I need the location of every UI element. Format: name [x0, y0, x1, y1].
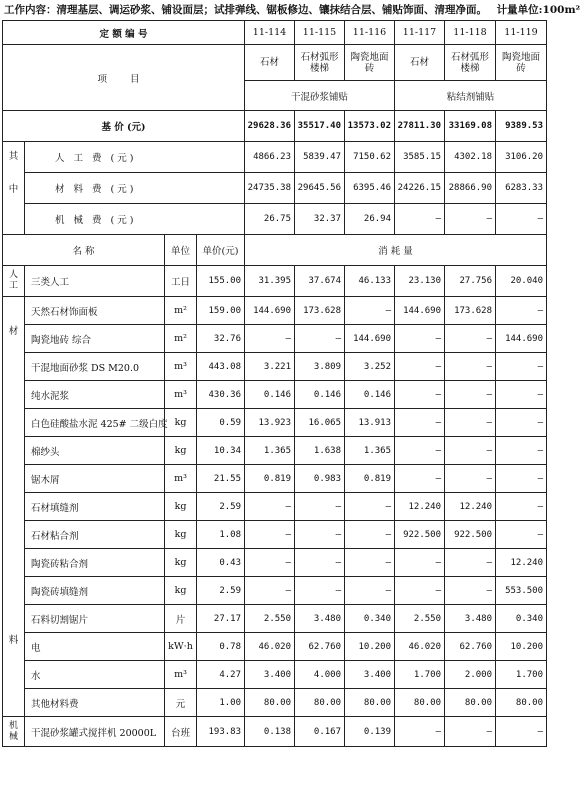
column-consumption-header: 消 耗 量: [245, 235, 547, 266]
materials-value-cell: 1.365: [345, 437, 395, 465]
machinery-value-cell: 0.138: [245, 717, 295, 747]
breakdown-value-cell: —: [496, 204, 547, 235]
materials-value-cell: —: [395, 353, 445, 381]
materials-value-cell: 3.400: [345, 661, 395, 689]
breakdown-name: 材 料 费 (元): [25, 173, 245, 204]
materials-row: [3, 325, 547, 353]
materials-value-cell: 173.628: [445, 297, 496, 325]
materials-price: 27.17: [197, 605, 245, 633]
materials-value-cell: —: [445, 381, 496, 409]
materials-value-cell: —: [395, 409, 445, 437]
materials-value-cell: 80.00: [496, 689, 547, 717]
materials-unit: m²: [165, 325, 197, 353]
item-name-cell: 石材: [245, 45, 295, 81]
item-name-cell: 石材弧形楼梯: [445, 45, 496, 81]
materials-value-cell: —: [496, 493, 547, 521]
materials-value-cell: 3.480: [295, 605, 345, 633]
materials-name: 石材填缝剂: [25, 493, 165, 521]
materials-unit: m²: [165, 297, 197, 325]
materials-category-bottom: 料: [8, 635, 19, 646]
materials-unit: kg: [165, 409, 197, 437]
materials-value-cell: 46.020: [245, 633, 295, 661]
machinery-value-cell: —: [496, 717, 547, 747]
column-price-header: 单价(元): [197, 235, 245, 266]
materials-name: 锯木屑: [25, 465, 165, 493]
materials-name: 干混地面砂浆 DS M20.0: [25, 353, 165, 381]
materials-value-cell: 80.00: [445, 689, 496, 717]
materials-value-cell: 2.550: [395, 605, 445, 633]
materials-value-cell: —: [445, 549, 496, 577]
breakdown-value-cell: 28866.90: [445, 173, 496, 204]
code-cell: 11-115: [295, 21, 345, 45]
materials-unit: kg: [165, 493, 197, 521]
base-price-cell: 13573.02: [345, 111, 395, 142]
labor-unit: 工日: [165, 266, 197, 297]
materials-price: 0.59: [197, 409, 245, 437]
item-group-cell: 粘结剂铺贴: [395, 81, 547, 111]
item-name-cell: 石材: [395, 45, 445, 81]
materials-value-cell: 12.240: [445, 493, 496, 521]
breakdown-value-cell: 4302.18: [445, 142, 496, 173]
materials-value-cell: 10.200: [345, 633, 395, 661]
materials-value-cell: —: [496, 465, 547, 493]
materials-value-cell: 13.923: [245, 409, 295, 437]
breakdown-value-cell: 7150.62: [345, 142, 395, 173]
labor-value-cell: 23.130: [395, 266, 445, 297]
materials-value-cell: —: [245, 493, 295, 521]
materials-value-cell: —: [445, 409, 496, 437]
materials-value-cell: 80.00: [395, 689, 445, 717]
materials-value-cell: 1.700: [496, 661, 547, 689]
item-name-row: [3, 45, 547, 81]
materials-price: 2.59: [197, 577, 245, 605]
materials-value-cell: —: [295, 521, 345, 549]
materials-row: [3, 689, 547, 717]
code-label: 定 额 编 号: [3, 21, 245, 45]
materials-value-cell: 0.146: [295, 381, 345, 409]
materials-value-cell: 144.690: [395, 297, 445, 325]
materials-value-cell: 3.252: [345, 353, 395, 381]
item-label: 项 目: [3, 45, 245, 111]
breakdown-value-cell: 29645.56: [295, 173, 345, 204]
materials-value-cell: 80.00: [245, 689, 295, 717]
materials-value-cell: 0.819: [345, 465, 395, 493]
machinery-unit: 台班: [165, 717, 197, 747]
labor-name: 三类人工: [25, 266, 165, 297]
materials-value-cell: —: [445, 325, 496, 353]
quota-table-body: [3, 21, 547, 747]
materials-row: [3, 465, 547, 493]
breakdown-name: 机 械 费 (元): [25, 204, 245, 235]
item-name-cell: 陶瓷地面砖: [496, 45, 547, 81]
materials-value-cell: —: [345, 549, 395, 577]
materials-value-cell: 4.000: [295, 661, 345, 689]
base-price-cell: 33169.08: [445, 111, 496, 142]
materials-value-cell: 922.500: [445, 521, 496, 549]
materials-row: [3, 605, 547, 633]
breakdown-row: [3, 173, 547, 204]
materials-row: [3, 549, 547, 577]
labor-price: 155.00: [197, 266, 245, 297]
materials-value-cell: —: [395, 577, 445, 605]
code-cell: 11-114: [245, 21, 295, 45]
breakdown-group-top: 其: [8, 151, 19, 162]
materials-value-cell: 12.240: [395, 493, 445, 521]
materials-value-cell: 46.020: [395, 633, 445, 661]
materials-price: 443.08: [197, 353, 245, 381]
materials-value-cell: 0.340: [496, 605, 547, 633]
materials-value-cell: 1.638: [295, 437, 345, 465]
materials-value-cell: 144.690: [496, 325, 547, 353]
materials-price: 4.27: [197, 661, 245, 689]
breakdown-group-bottom: 中: [8, 184, 19, 195]
breakdown-value-cell: 4866.23: [245, 142, 295, 173]
materials-value-cell: —: [345, 521, 395, 549]
materials-value-cell: —: [496, 437, 547, 465]
materials-unit: m³: [165, 381, 197, 409]
materials-value-cell: 3.221: [245, 353, 295, 381]
base-price-row: [3, 111, 547, 142]
materials-value-cell: 144.690: [245, 297, 295, 325]
breakdown-group-label: [3, 142, 25, 235]
breakdown-value-cell: 24226.15: [395, 173, 445, 204]
materials-value-cell: —: [245, 549, 295, 577]
materials-value-cell: 173.628: [295, 297, 345, 325]
materials-value-cell: —: [496, 521, 547, 549]
materials-value-cell: —: [295, 325, 345, 353]
breakdown-value-cell: 5839.47: [295, 142, 345, 173]
materials-row: [3, 521, 547, 549]
item-name-cell: 石材弧形楼梯: [295, 45, 345, 81]
materials-value-cell: —: [345, 493, 395, 521]
materials-value-cell: 0.819: [245, 465, 295, 493]
breakdown-name: 人 工 费 (元): [25, 142, 245, 173]
materials-value-cell: 3.480: [445, 605, 496, 633]
materials-row: [3, 381, 547, 409]
materials-value-cell: 3.400: [245, 661, 295, 689]
materials-value-cell: —: [345, 297, 395, 325]
materials-value-cell: —: [496, 297, 547, 325]
materials-unit: kg: [165, 549, 197, 577]
materials-unit: 片: [165, 605, 197, 633]
breakdown-value-cell: 6395.46: [345, 173, 395, 204]
materials-value-cell: —: [395, 381, 445, 409]
materials-price: 32.76: [197, 325, 245, 353]
materials-row: [3, 577, 547, 605]
materials-unit: m³: [165, 353, 197, 381]
materials-value-cell: 3.809: [295, 353, 345, 381]
item-group-cell: 干混砂浆铺贴: [245, 81, 395, 111]
materials-row: [3, 437, 547, 465]
materials-value-cell: —: [445, 465, 496, 493]
materials-value-cell: 0.146: [245, 381, 295, 409]
materials-unit: m³: [165, 661, 197, 689]
materials-name: 石材粘合剂: [25, 521, 165, 549]
materials-unit: m³: [165, 465, 197, 493]
materials-value-cell: —: [295, 577, 345, 605]
materials-value-cell: —: [445, 577, 496, 605]
materials-name: 电: [25, 633, 165, 661]
materials-value-cell: —: [496, 353, 547, 381]
materials-row: [3, 493, 547, 521]
materials-name: 其他材料费: [25, 689, 165, 717]
materials-price: 159.00: [197, 297, 245, 325]
materials-price: 0.43: [197, 549, 245, 577]
machinery-row: [3, 717, 547, 747]
work-content-text: 工作内容：清理基层、调运砂浆、铺设面层；试排弹线、锯板修边、镶抹结合层、铺贴饰面、清理净面。: [4, 4, 487, 16]
materials-unit: 元: [165, 689, 197, 717]
materials-value-cell: —: [245, 521, 295, 549]
materials-value-cell: 144.690: [345, 325, 395, 353]
labor-value-cell: 46.133: [345, 266, 395, 297]
materials-value-cell: —: [496, 381, 547, 409]
base-price-cell: 27811.30: [395, 111, 445, 142]
materials-price: 2.59: [197, 493, 245, 521]
materials-value-cell: 12.240: [496, 549, 547, 577]
materials-price: 10.34: [197, 437, 245, 465]
materials-name: 白色硅酸盐水泥 425# 二级白度: [25, 409, 165, 437]
machinery-value-cell: 0.167: [295, 717, 345, 747]
materials-name: 棉纱头: [25, 437, 165, 465]
materials-value-cell: 922.500: [395, 521, 445, 549]
breakdown-value-cell: 24735.38: [245, 173, 295, 204]
materials-value-cell: 13.913: [345, 409, 395, 437]
materials-value-cell: 1.700: [395, 661, 445, 689]
machinery-value-cell: —: [395, 717, 445, 747]
labor-value-cell: 31.395: [245, 266, 295, 297]
base-price-cell: 9389.53: [496, 111, 547, 142]
materials-value-cell: —: [496, 409, 547, 437]
materials-unit: kg: [165, 521, 197, 549]
breakdown-row: [3, 142, 547, 173]
code-cell: 11-118: [445, 21, 496, 45]
materials-value-cell: 1.365: [245, 437, 295, 465]
materials-value-cell: 553.500: [496, 577, 547, 605]
materials-row: [3, 633, 547, 661]
materials-row: [3, 353, 547, 381]
materials-price: 0.78: [197, 633, 245, 661]
work-content-header: [0, 0, 580, 20]
labor-category: 人工: [3, 266, 25, 297]
materials-category-top: 材: [8, 326, 19, 337]
materials-row: [3, 297, 547, 325]
materials-unit: kW·h: [165, 633, 197, 661]
materials-value-cell: —: [395, 325, 445, 353]
materials-row: [3, 409, 547, 437]
base-price-label: 基 价 (元): [3, 111, 245, 142]
materials-value-cell: —: [445, 437, 496, 465]
materials-unit: kg: [165, 437, 197, 465]
materials-value-cell: 0.983: [295, 465, 345, 493]
materials-row: [3, 661, 547, 689]
base-price-cell: 35517.40: [295, 111, 345, 142]
materials-name: 石料切割锯片: [25, 605, 165, 633]
materials-name: 天然石材饰面板: [25, 297, 165, 325]
materials-price: 430.36: [197, 381, 245, 409]
code-row: [3, 21, 547, 45]
materials-category: [3, 297, 25, 717]
materials-value-cell: —: [295, 549, 345, 577]
quota-table: [2, 20, 547, 747]
materials-value-cell: 10.200: [496, 633, 547, 661]
materials-value-cell: 2.000: [445, 661, 496, 689]
breakdown-value-cell: 3585.15: [395, 142, 445, 173]
materials-value-cell: —: [445, 353, 496, 381]
machinery-value-cell: —: [445, 717, 496, 747]
machinery-price: 193.83: [197, 717, 245, 747]
breakdown-row: [3, 204, 547, 235]
materials-value-cell: —: [395, 465, 445, 493]
column-unit-header: 单位: [165, 235, 197, 266]
labor-value-cell: 37.674: [295, 266, 345, 297]
breakdown-value-cell: —: [445, 204, 496, 235]
code-cell: 11-116: [345, 21, 395, 45]
materials-value-cell: 80.00: [295, 689, 345, 717]
materials-value-cell: 0.340: [345, 605, 395, 633]
machinery-value-cell: 0.139: [345, 717, 395, 747]
consumption-header-row: [3, 235, 547, 266]
materials-value-cell: 16.065: [295, 409, 345, 437]
materials-name: 陶瓷砖填缝剂: [25, 577, 165, 605]
materials-value-cell: —: [295, 493, 345, 521]
column-name-header: 名 称: [3, 235, 165, 266]
materials-name: 纯水泥浆: [25, 381, 165, 409]
materials-value-cell: —: [395, 437, 445, 465]
materials-value-cell: 0.146: [345, 381, 395, 409]
base-price-cell: 29628.36: [245, 111, 295, 142]
unit-label: 计量单位:100m²: [496, 4, 580, 16]
breakdown-value-cell: 32.37: [295, 204, 345, 235]
materials-name: 水: [25, 661, 165, 689]
materials-unit: kg: [165, 577, 197, 605]
materials-name: 陶瓷砖粘合剂: [25, 549, 165, 577]
labor-row: [3, 266, 547, 297]
labor-value-cell: 27.756: [445, 266, 496, 297]
materials-value-cell: 62.760: [295, 633, 345, 661]
materials-value-cell: 80.00: [345, 689, 395, 717]
breakdown-value-cell: 6283.33: [496, 173, 547, 204]
materials-name: 陶瓷地砖 综合: [25, 325, 165, 353]
materials-price: 21.55: [197, 465, 245, 493]
breakdown-value-cell: 3106.20: [496, 142, 547, 173]
materials-value-cell: 62.760: [445, 633, 496, 661]
materials-value-cell: —: [245, 325, 295, 353]
labor-value-cell: 20.040: [496, 266, 547, 297]
materials-value-cell: —: [395, 549, 445, 577]
code-cell: 11-119: [496, 21, 547, 45]
materials-value-cell: —: [345, 577, 395, 605]
breakdown-value-cell: 26.75: [245, 204, 295, 235]
materials-price: 1.08: [197, 521, 245, 549]
materials-price: 1.00: [197, 689, 245, 717]
machinery-name: 干混砂浆罐式搅拌机 20000L: [25, 717, 165, 747]
code-cell: 11-117: [395, 21, 445, 45]
item-name-cell: 陶瓷地面砖: [345, 45, 395, 81]
materials-value-cell: 2.550: [245, 605, 295, 633]
machinery-category: 机械: [3, 717, 25, 747]
materials-value-cell: —: [245, 577, 295, 605]
breakdown-value-cell: —: [395, 204, 445, 235]
breakdown-value-cell: 26.94: [345, 204, 395, 235]
